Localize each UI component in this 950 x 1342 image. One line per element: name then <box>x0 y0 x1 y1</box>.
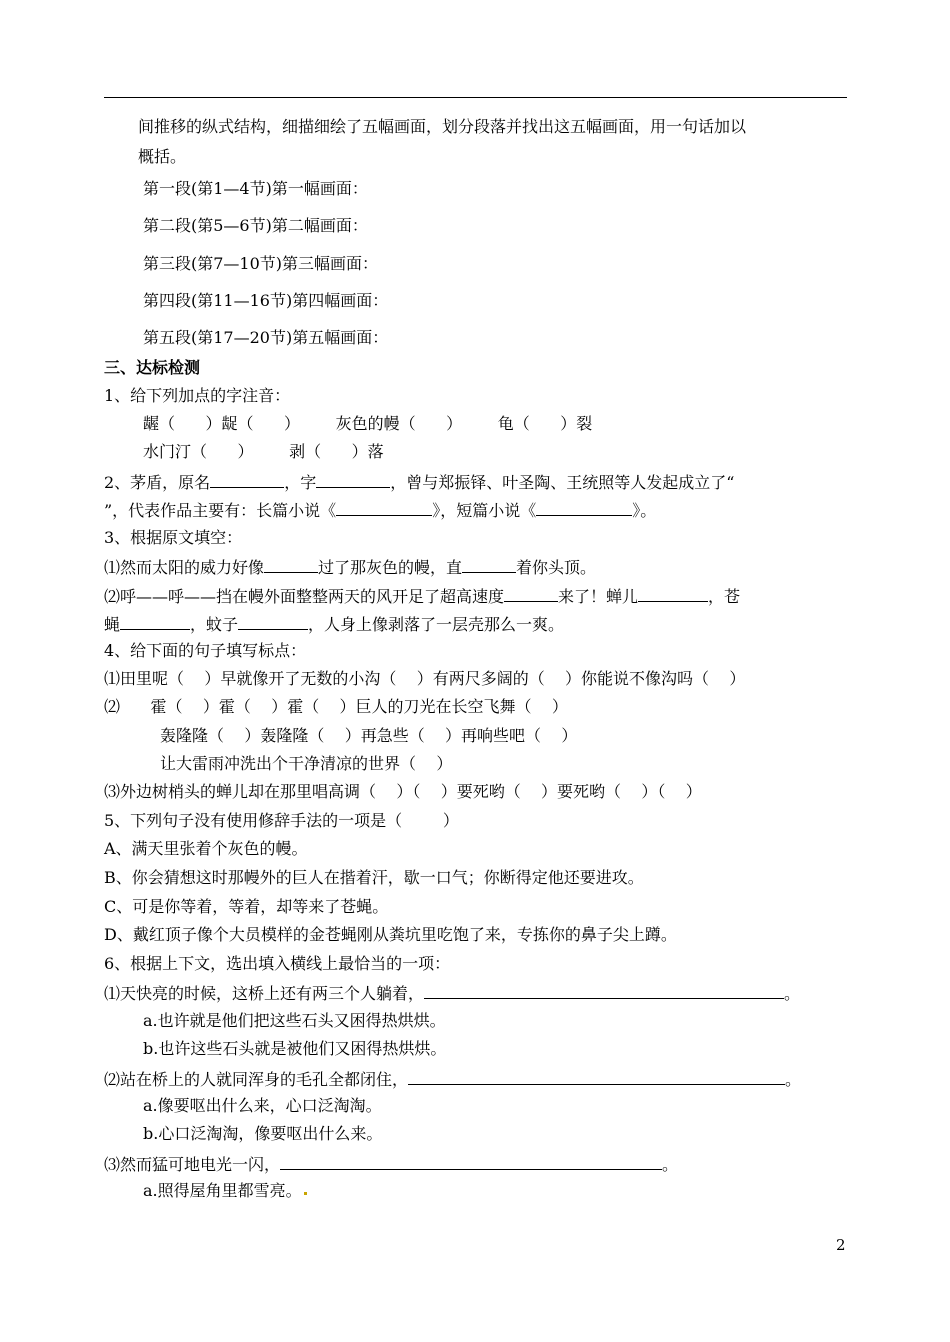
intro-line-2: 概括。 <box>138 147 187 166</box>
q2-line-1: 2、茅盾，原名 ，字 ，曾与郑振铎、叶圣陶、王统照等人发起成立了“ <box>104 473 735 492</box>
blank[interactable] <box>424 982 784 999</box>
q6-s3-option-a: a.照得屋角里都雪亮。 <box>143 1181 307 1201</box>
q4-line-5: ⑶外边树梢头的蝉儿却在那里唱高调（ ）（ ）要死哟（ ）要死哟（ ）（ ） <box>104 782 702 801</box>
q6-sentence-3: ⑶然而猛可地电光一闪， 。 <box>104 1155 679 1174</box>
blank[interactable] <box>536 499 632 516</box>
q3-stem: 3、根据原文填空： <box>104 528 243 547</box>
blank[interactable] <box>280 1153 662 1170</box>
q3-sentence-1: ⑴然而太阳的威力好像 过了那灰色的幔，直 着你头顶。 <box>104 558 597 577</box>
q5-option-b: B、你会猜想这时那幔外的巨人在揩着汗，歇一口气；你断得定他还要进攻。 <box>104 868 644 887</box>
blank[interactable] <box>336 499 432 516</box>
q1-stem: 1、给下列加点的字注音： <box>104 386 291 405</box>
q4-stem: 4、给下面的句子填写标点： <box>104 641 307 660</box>
segment-5: 第五段(第17—20节)第五幅画面： <box>143 328 389 347</box>
q5-option-a: A、满天里张着个灰色的幔。 <box>104 839 308 858</box>
page-number: 2 <box>836 1236 846 1254</box>
blank[interactable] <box>504 585 558 602</box>
segment-4: 第四段(第11—16节)第四幅画面： <box>143 291 389 310</box>
intro-line-1: 间推移的纵式结构，细描细绘了五幅画面，划分段落并找出这五幅画面，用一句话加以 <box>138 117 747 136</box>
q4-line-1: ⑴田里呢（ ）早就像开了无数的小沟（ ）有两尺多阔的（ ）你能说不像沟吗（ ） <box>104 669 746 688</box>
q6-s2-option-b: b.心口泛淘淘，像要呕出什么来。 <box>143 1124 383 1143</box>
q4-line-4: 让大雷雨冲洗出个干净清凉的世界（ ） <box>160 754 453 773</box>
q5-option-d: D、戴红顶子像个大员模样的金苍蝇刚从粪坑里吃饱了来，专拣你的鼻子尖上蹲。 <box>104 925 677 944</box>
q6-s1-option-b: b.也许这些石头就是被他们又困得热烘烘。 <box>143 1039 447 1058</box>
q3-sentence-2: ⑵呼——呼——挡在幔外面整整两天的风开足了超高速度 来了！蝉儿 ，苍 <box>104 587 741 606</box>
q1-row-1: 龌（ ）龊（ ） 灰色的幔（ ） 龟（ ）裂 <box>143 414 593 433</box>
q3-sentence-3: 蝇 ，蚊子 ，人身上像剥落了一层壳那么一爽。 <box>104 615 565 634</box>
q4-line-3: 轰隆隆（ ）轰隆隆（ ）再急些（ ）再响些吧（ ） <box>160 726 578 745</box>
segment-1: 第一段(第1—4节)第一幅画面： <box>143 179 368 198</box>
q6-s2-option-a: a.像要呕出什么来，心口泛淘淘。 <box>143 1096 382 1115</box>
blank[interactable] <box>264 556 318 573</box>
marker-dot <box>304 1192 307 1195</box>
blank[interactable] <box>316 471 390 488</box>
q1-row-2: 水门汀（ ） 剥（ ）落 <box>143 442 384 461</box>
blank[interactable] <box>210 471 284 488</box>
q5-option-c: C、可是你等着，等着，却等来了苍蝇。 <box>104 897 389 916</box>
q6-stem: 6、根据上下文，选出填入横线上最恰当的一项： <box>104 954 451 973</box>
q5-stem: 5、下列句子没有使用修辞手法的一项是（ ） <box>104 811 459 830</box>
section-title: 三、达标检测 <box>104 358 201 377</box>
q6-s1-option-a: a.也许就是他们把这些石头又困得热烘烘。 <box>143 1011 446 1030</box>
q6-sentence-2: ⑵站在桥上的人就同浑身的毛孔全都闭住， 。 <box>104 1070 802 1089</box>
segment-3: 第三段(第7—10节)第三幅画面： <box>143 254 379 273</box>
q4-line-2: ⑵ 霍（ ）霍（ ）霍（ ）巨人的刀光在长空飞舞（ ） <box>104 697 568 716</box>
q2-line-2: ”，代表作品主要有：长篇小说《 》，短篇小说《 》。 <box>104 501 657 520</box>
q6-sentence-1: ⑴天快亮的时候，这桥上还有两三个人躺着， 。 <box>104 984 801 1003</box>
blank[interactable] <box>120 613 190 630</box>
blank[interactable] <box>238 613 308 630</box>
segment-2: 第二段(第5—6节)第二幅画面： <box>143 216 368 235</box>
blank[interactable] <box>638 585 708 602</box>
blank[interactable] <box>462 556 516 573</box>
header-rule <box>104 97 847 98</box>
blank[interactable] <box>408 1068 785 1085</box>
